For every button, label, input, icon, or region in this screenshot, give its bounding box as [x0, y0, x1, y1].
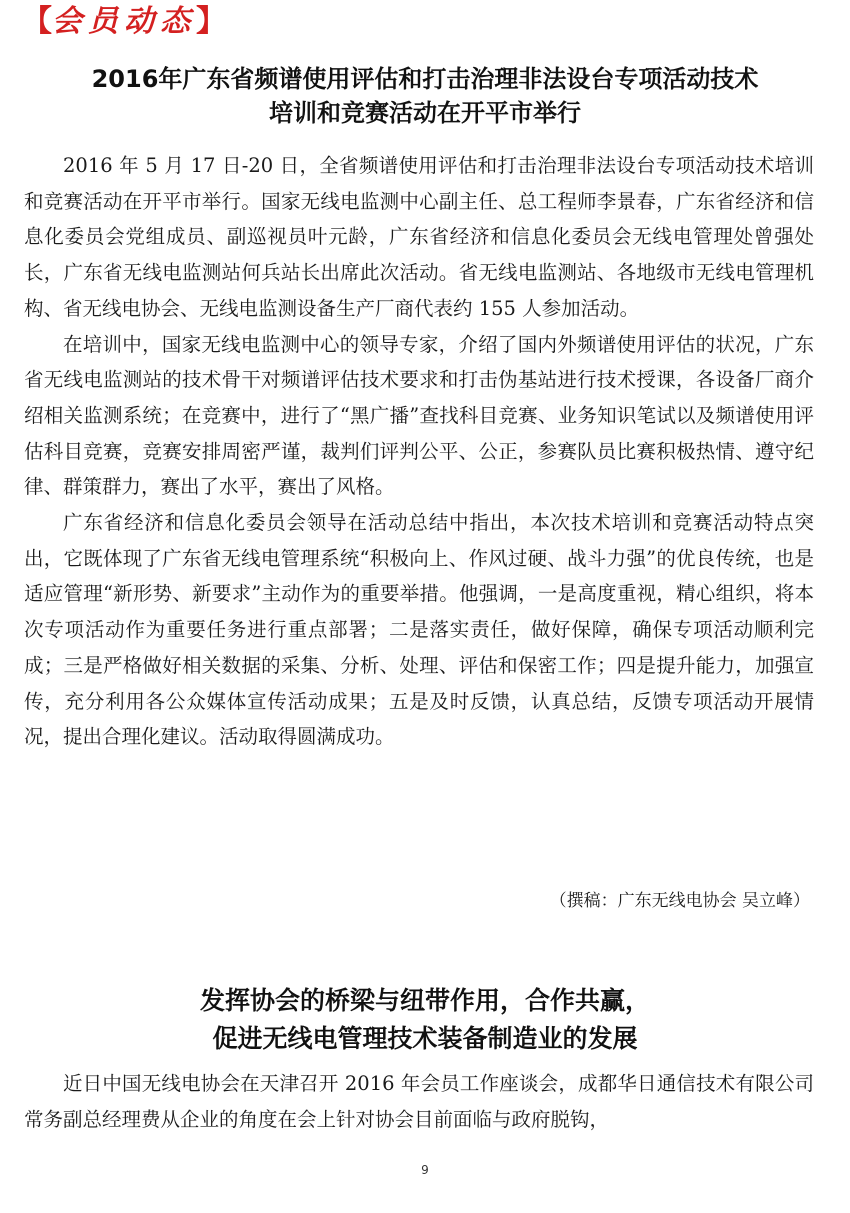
article2-title-line1: 发挥协会的桥梁与纽带作用，合作共赢， [199, 986, 650, 1015]
article2-body [24, 1066, 814, 1137]
page-number: 9 [421, 1163, 429, 1177]
article1-paragraph-2: 在培训中，国家无线电监测中心的领导专家，介绍了国内外频谱使用评估的状况，广东省无线电监测站的技术骨干对频谱评估技术要求和打击伪基站进行技术授课，各设备厂商介绍相关监测系统；在竞赛中，进行了“黑广播”查找科目竞赛、业务知识笔试以及频谱使用评估科目竞赛，竞赛安排周密严谨，裁判们评判公平、公正，参赛队员比赛积极热情、遵守纪律、群策群力，赛出了水平，赛出了风格。 [24, 332, 814, 499]
article1-title-line1: 2016年广东省频谱使用评估和打击治理非法设台专项活动技术 [91, 65, 759, 93]
section-header [22, 2, 226, 42]
article1-paragraph-1: 2016 年 5 月 17 日-20 日，全省频谱使用评估和打击治理非法设台专项活动技术培训和竞赛活动在开平市举行。国家无线电监测中心副主任、总工程师李景春，广东省经济和信息化委员会党组成员、副巡视员叶元龄，广东省经济和信息化委员会无线电管理处曾强处长，广东省无线电监测站何兵站长出席此次活动。省无线电监测站、各地级市无线电管理机构、省无线电协会、无线电监测设备生产厂商代表约 155 人参加活动。 [24, 154, 814, 320]
section-label: 会员动态 [52, 4, 196, 39]
article2-paragraph-1: 近日中国无线电协会在天津召开 2016 年会员工作座谈会，成都华日通信技术有限公司常务副总经理费从企业的角度在会上针对协会目前面临与政府脱钩， [24, 1072, 814, 1131]
header-bracket-close: 】 [196, 4, 226, 39]
header-bracket-open: 【 [22, 4, 52, 39]
article1-body [24, 148, 814, 755]
article1-title [40, 62, 810, 130]
article2-title [40, 982, 810, 1058]
article1-title-line2: 培训和竞赛活动在开平市举行 [269, 99, 581, 127]
article1-paragraph-3: 广东省经济和信息化委员会领导在活动总结中指出，本次技术培训和竞赛活动特点突出，它既体现了广东省无线电管理系统“积极向上、作风过硬、战斗力强”的优良传统，也是适应管理“新形势、新要求”主动作为的重要举措。他强调，一是高度重视，精心组织，将本次专项活动作为重要任务进行重点部署；二是落实责任，做好保障，确保专项活动顺利完成；三是严格做好相关数据的采集、分析、处理、评估和保密工作；四是提升能力，加强宣传，充分利用各公众媒体宣传活动成果；五是及时反馈，认真总结，反馈专项活动开展情况，提出合理化建议。活动取得圆满成功。 [24, 511, 814, 749]
article1-signature: （撰稿：广东无线电协会 吴立峰） [549, 891, 810, 911]
article2-title-line2: 促进无线电管理技术装备制造业的发展 [212, 1024, 638, 1053]
